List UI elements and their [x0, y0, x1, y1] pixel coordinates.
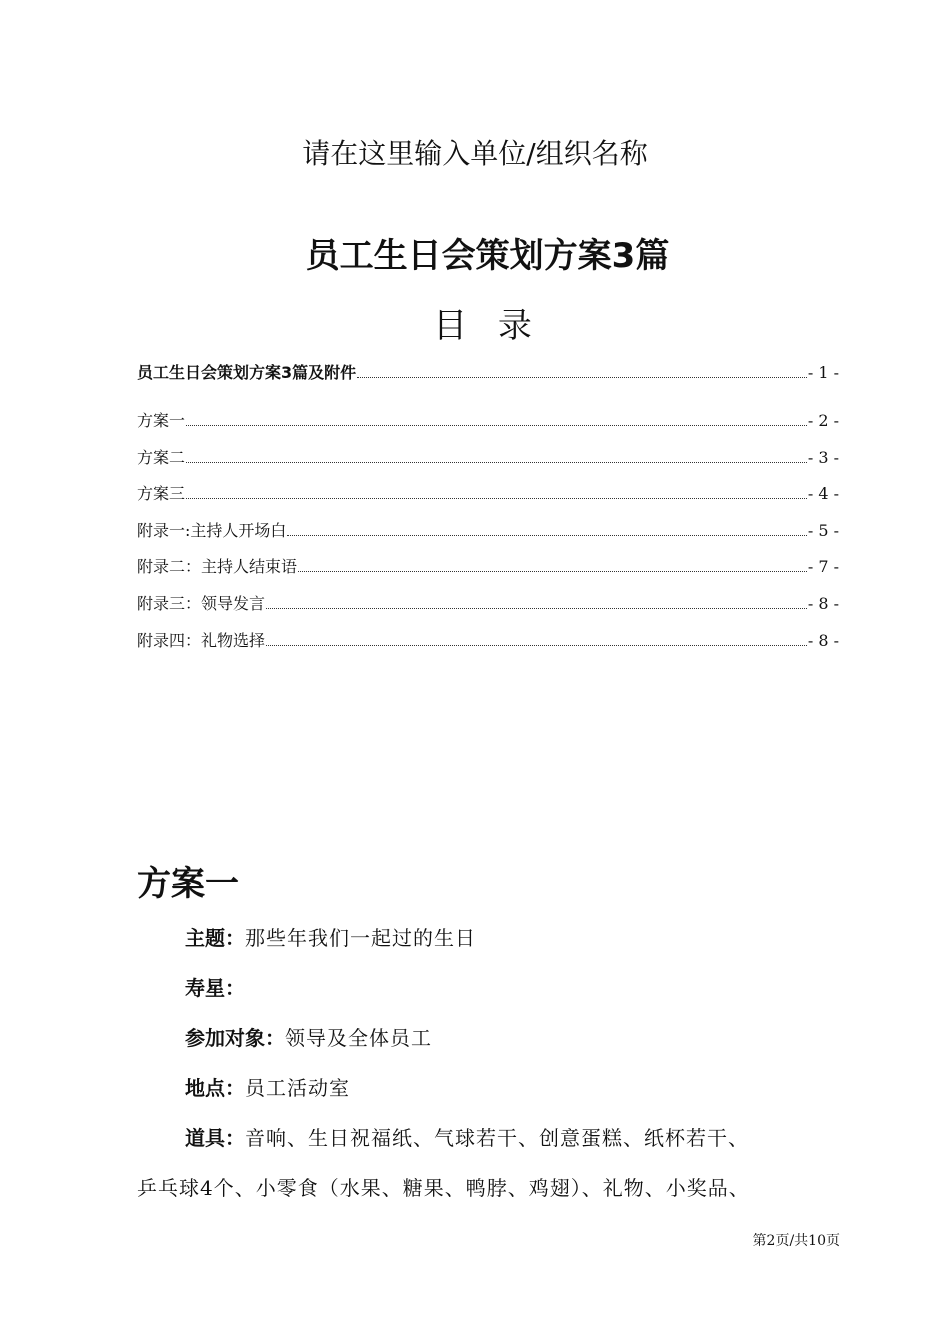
toc-entry-label: 方案三 [137, 484, 186, 504]
toc-entry-label: 方案二 [137, 447, 186, 467]
field-key: 寿星： [185, 976, 245, 1000]
toc-entry-appendix-2[interactable] [137, 554, 839, 578]
toc-entry-main[interactable] [137, 360, 839, 384]
toc-leader-dots [186, 461, 807, 463]
section-heading: 方案一 [137, 864, 239, 904]
field-theme [137, 920, 857, 970]
field-value: 音响、生日祝福纸、气球若干、创意蛋糕、纸杯若干、 [245, 1126, 749, 1150]
toc-leader-dots [298, 570, 807, 572]
document-title: 员工生日会策划方案3篇 [305, 236, 670, 276]
toc-leader-dots [266, 644, 807, 646]
toc-entry-page: - 8 - [807, 593, 839, 613]
toc-leader-dots [186, 424, 807, 426]
toc-entry-page: - 4 - [807, 484, 839, 504]
toc-leader-dots [266, 607, 807, 609]
field-key: 地点： [185, 1076, 245, 1100]
toc-entry-page: - 1 - [807, 363, 839, 382]
toc-heading: 目 录 [433, 306, 542, 346]
field-key: 道具： [185, 1126, 245, 1150]
toc-entry-label: 方案一 [137, 411, 186, 430]
toc-entry-plan-2[interactable] [137, 445, 839, 469]
field-value: 那些年我们一起过的生日 [245, 926, 476, 950]
field-props-continuation: 乒乓球4个、小零食（水果、糖果、鸭脖、鸡翅）、礼物、小奖品、 [137, 1176, 750, 1200]
organization-name: 请在这里输入单位/组织名称 [302, 137, 648, 170]
toc-entry-plan-1[interactable] [137, 408, 839, 432]
field-props [137, 1120, 857, 1170]
toc-entry-label: 员工生日会策划方案3篇及附件 [137, 363, 357, 382]
toc-entry-appendix-4[interactable] [137, 628, 839, 652]
toc-leader-dots [186, 497, 807, 499]
toc-entry-label: 附录一:主持人开场白 [137, 520, 287, 540]
toc-entry-page: - 8 - [807, 630, 839, 650]
toc-entry-label: 附录二：主持人结束语 [137, 557, 298, 577]
section-body [137, 920, 857, 1220]
field-location [137, 1070, 857, 1120]
page-footer: 第2页/共10页 [752, 1233, 840, 1249]
field-birthday-person [137, 970, 857, 1020]
table-of-contents [137, 360, 839, 664]
field-key: 参加对象： [185, 1026, 285, 1050]
toc-leader-dots [357, 376, 807, 378]
toc-entry-appendix-3[interactable] [137, 591, 839, 615]
field-value: 领导及全体员工 [285, 1026, 432, 1050]
toc-entry-label: 附录三：领导发言 [137, 593, 266, 613]
toc-entry-page: - 2 - [807, 411, 839, 430]
field-participants [137, 1020, 857, 1070]
toc-entry-page: - 5 - [807, 520, 839, 540]
toc-leader-dots [287, 534, 806, 536]
toc-entry-page: - 3 - [807, 447, 839, 467]
field-key: 主题： [185, 926, 245, 950]
field-value: 员工活动室 [245, 1076, 350, 1100]
toc-entry-plan-3[interactable] [137, 481, 839, 505]
toc-entry-appendix-1[interactable] [137, 518, 839, 542]
toc-entry-label: 附录四：礼物选择 [137, 630, 266, 650]
toc-entry-page: - 7 - [807, 557, 839, 577]
